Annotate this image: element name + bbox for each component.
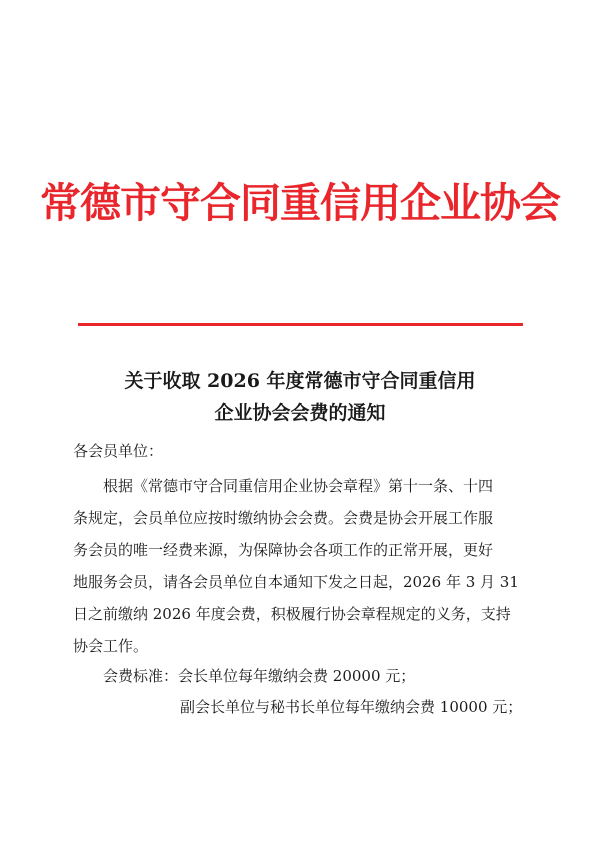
paragraph-line: 协会工作。 [73, 637, 149, 655]
paragraph-line: 务会员的唯一经费来源，为保障协会各项工作的正常开展，更好 [73, 541, 494, 559]
fee-standard-president: 会费标准：会长单位每年缴纳会费 20000 元； [103, 667, 416, 685]
salutation: 各会员单位： [73, 442, 164, 460]
fee-standard-vice-president: 副会长单位与秘书长单位每年缴纳会费 10000 元； [180, 698, 523, 716]
paragraph-line: 日之前缴纳 2026 年度会费，积极履行协会章程规定的义务，支持 [73, 605, 511, 623]
paragraph-line: 根据《常德市守合同重信用企业协会章程》第十一条、十四 [103, 477, 494, 495]
body-paragraph [73, 470, 525, 662]
letterhead-divider [78, 323, 523, 326]
paragraph-line: 地服务会员，请各会员单位自本通知下发之日起，2026 年 3 月 31 [73, 573, 519, 591]
notice-title-line-1: 关于收取 2026 年度常德市守合同重信用 [124, 370, 476, 392]
letterhead-title: 常德市守合同重信用企业协会 [40, 179, 560, 227]
notice-title-line-2: 企业协会会费的通知 [214, 402, 386, 424]
notice-title [0, 365, 600, 429]
paragraph-line: 条规定，会员单位应按时缴纳协会会费。会费是协会开展工作服 [73, 509, 494, 527]
